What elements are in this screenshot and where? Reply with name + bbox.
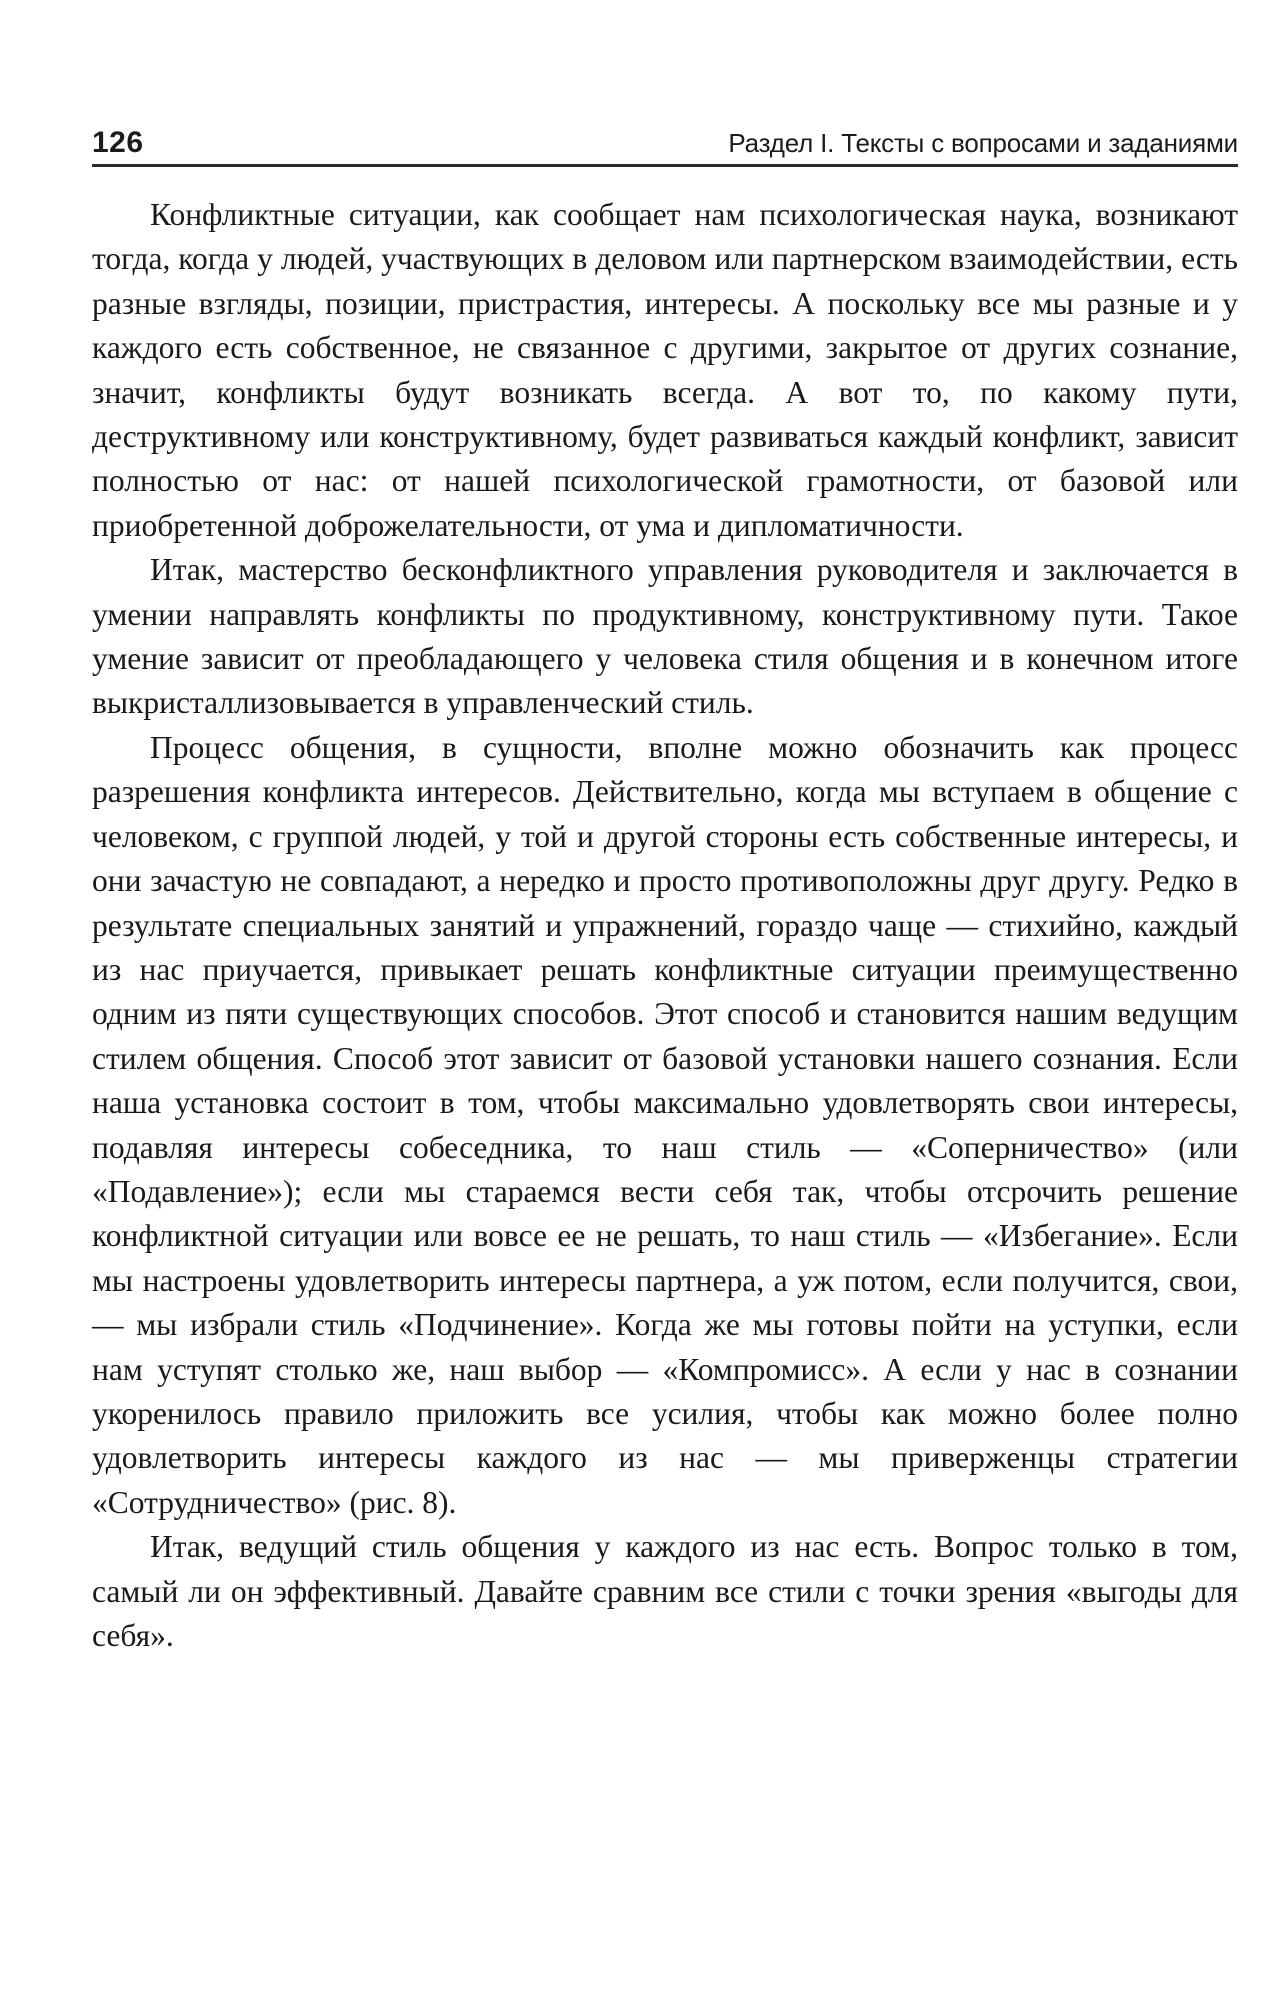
- paragraph: Итак, мастерство бесконфликтного управления руководителя и заключается в умении направлять конфликты по продуктивному, конструктивному пути. Такое умение зависит от преобладающего у человека стиля общения и в конечном итоге выкристаллизовывается в управленческий стиль.: [92, 552, 1238, 721]
- paragraph: Процесс общения, в сущности, вполне можно обозначить как процесс разрешения конфликта интересов. Действительно, когда мы вступаем в общение с человеком, с группой людей, у той и другой стороны есть собственные интересы, и они зачастую не совпадают, а нередко и просто противоположны друг другу. Редко в результате специальных занятий и упражнений, гораздо чаще — стихийно, каждый из нас приучается, привыкает решать конфликтные ситуации преимущественно одним из пяти существующих способов. Этот способ и становится нашим ведущим стилем общения. Способ этот зависит от базовой установки нашего сознания. Если наша установка состоит в том, чтобы максимально удовлетворять свои интересы, подавляя интересы собеседника, то наш стиль — «Соперничество» (или «Подавление»); если мы стараемся вести себя так, чтобы отсрочить решение конфликтной ситуации или вовсе ее не решать, то наш стиль — «Избегание». Если мы настроены удовлетворить интересы партнера, а уж потом, если получится, свои, — мы избрали стиль «Подчинение». Когда же мы готовы пойти на уступки, если нам уступят столько же, наш выбор — «Компромисс». А если у нас в сознании укоренилось правило приложить все усилия, чтобы как можно более полно удовлетворить интересы каждого из нас — мы приверженцы стратегии «Сотрудничество» (рис. 8).: [92, 729, 1238, 1520]
- header-rule: [92, 164, 1238, 167]
- paragraph: Конфликтные ситуации, как сообщает нам психологическая наука, возникают тогда, когда у людей, участвующих в деловом или партнерском взаимодействии, есть разные взгляды, позиции, пристрастия, интересы. А поскольку все мы разные и у каждого есть собственное, не связанное с другими, закрытое от других сознание, значит, конфликты будут возникать всегда. А вот то, по какому пути, деструктивному или конструктивному, будет развиваться каждый конфликт, зависит полностью от нас: от нашей психологической грамотности, от базовой или приобретенной доброжелательности, от ума и дипломатичности.: [92, 197, 1238, 543]
- body-text: [92, 193, 1238, 1658]
- paragraph: Итак, ведущий стиль общения у каждого из нас есть. Вопрос только в том, самый ли он эффективный. Давайте сравним все стили с точки зрения «выгоды для себя».: [92, 1529, 1238, 1653]
- running-head: [92, 122, 1238, 162]
- section-title: Раздел I. Тексты с вопросами и заданиями: [728, 128, 1238, 158]
- page-number: 126: [92, 126, 144, 159]
